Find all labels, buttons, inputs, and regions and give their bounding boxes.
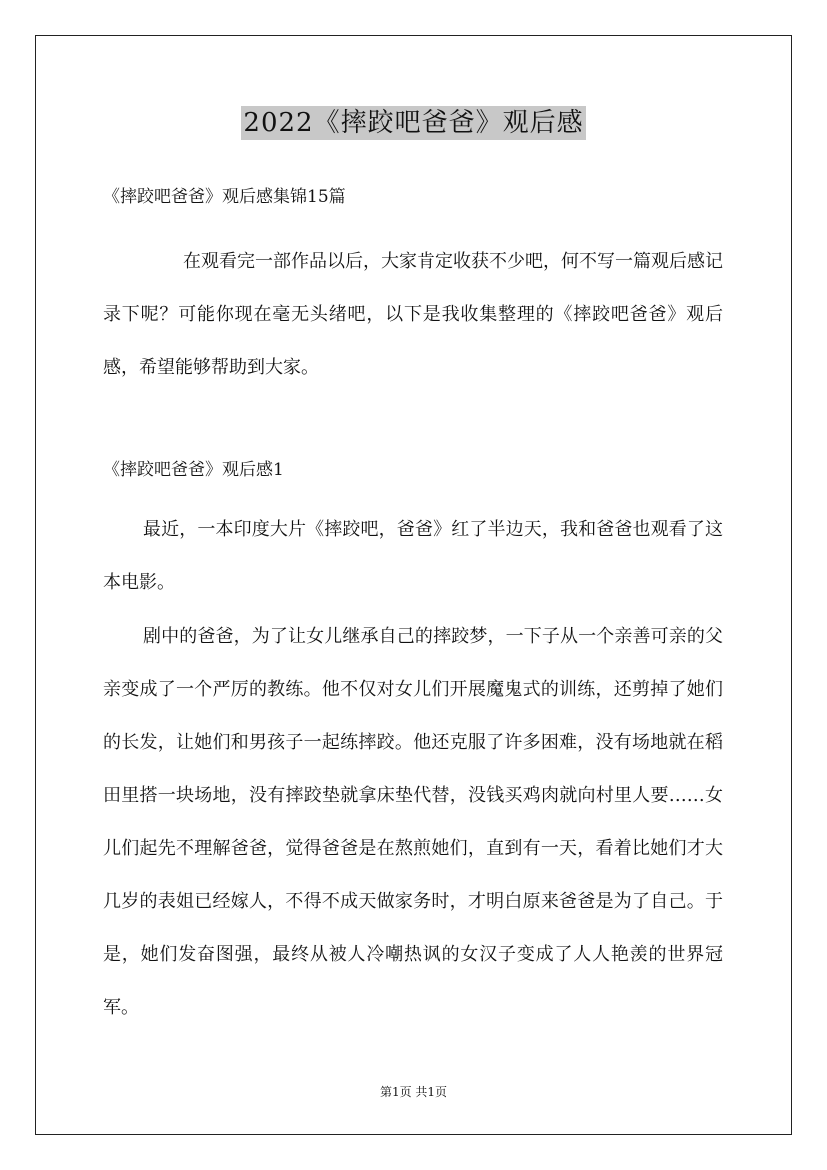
page-footer: 第1页 共1页 — [379, 1085, 448, 1099]
document-subtitle: 《摔跤吧爸爸》观后感集锦15篇 — [103, 187, 346, 207]
intro-paragraph: 在观看完一部作品以后，大家肯定收获不少吧，何不写一篇观后感记录下呢？可能你现在毫无头绪吧，以下是我收集整理的《摔跤吧爸爸》观后感，希望能够帮助到大家。 — [103, 251, 723, 378]
body-paragraph-1: 最近，一本印度大片《摔跤吧，爸爸》红了半边天，我和爸爸也观看了这本电影。 — [103, 519, 723, 593]
section-heading: 《摔跤吧爸爸》观后感1 — [103, 460, 284, 480]
body-paragraph-2: 剧中的爸爸，为了让女儿继承自己的摔跤梦，一下子从一个亲善可亲的父亲变成了一个严厉的教练。他不仅对女儿们开展魔鬼式的训练，还剪掉了她们的长发，让她们和男孩子一起练摔跤。他还克服了许多困难，没有场地就在稻田里搭一块场地，没有摔跤垫就拿床垫代替，没钱买鸡肉就向村里人要……女儿们起先不理解爸爸，觉得爸爸是在熬煎她们，直到有一天，看着比她们才大几岁的表姐已经嫁人，不得不成天做家务时，才明白原来爸爸是为了自己。于是，她们发奋图强，最终从被人冷嘲热讽的女汉子变成了人人艳羡的世界冠军。 — [103, 626, 723, 1018]
document-title-container — [0, 102, 827, 139]
document-title: 2022《摔跤吧爸爸》观后感 — [243, 108, 584, 138]
